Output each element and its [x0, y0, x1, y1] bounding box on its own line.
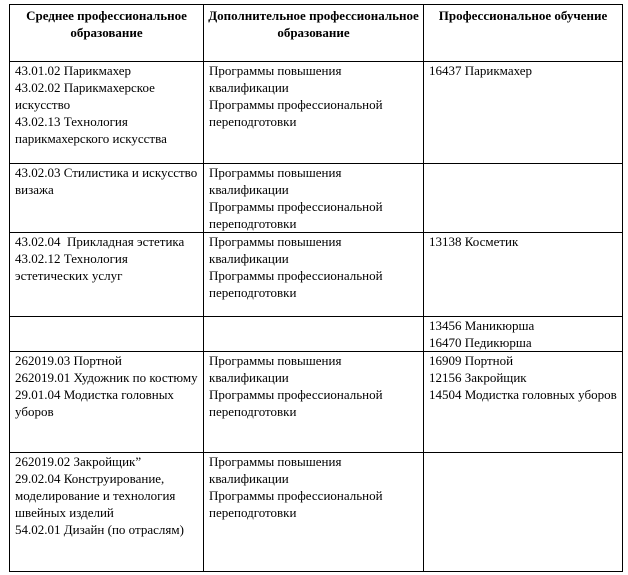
cell-additional [204, 352, 424, 453]
program-item: 13138 Косметик [429, 234, 519, 249]
program-item: Программы повышения квалификации [209, 454, 342, 486]
program-item: 13456 Маникюрша [429, 318, 535, 333]
header-secondary-vocational: Среднее профессиональное образование [10, 5, 204, 62]
cell-secondary [10, 164, 204, 233]
program-item: 14504 Модистка головных уборов [429, 387, 617, 402]
table-row [10, 233, 623, 317]
program-item: 43.02.02 Парикмахерское искусство [15, 80, 155, 112]
header-professional-training: Профессиональное обучение [424, 5, 623, 62]
cell-secondary [10, 233, 204, 317]
education-programs-table [9, 4, 623, 572]
cell-training [424, 352, 623, 453]
program-item: 43.02.03 Стилистика и искусство визажа [15, 165, 198, 197]
cell-secondary [10, 352, 204, 453]
program-item: 43.01.02 Парикмахер [15, 63, 132, 78]
cell-additional [204, 317, 424, 352]
table-row [10, 62, 623, 164]
program-item: 16437 Парикмахер [429, 63, 533, 78]
program-item: Программы повышения квалификации [209, 234, 342, 266]
table-header-row [10, 5, 623, 62]
cell-training [424, 164, 623, 233]
program-item: Программы профессиональной переподготовки [209, 199, 383, 231]
program-item: 16470 Педикюрша [429, 335, 532, 350]
program-item: 54.02.01 Дизайн (по отраслям) [15, 522, 184, 537]
program-item: 16909 Портной [429, 353, 514, 368]
table-row [10, 453, 623, 572]
cell-training [424, 317, 623, 352]
program-item: 12156 Закройщик [429, 370, 527, 385]
program-item: 43.02.04 Прикладная эстетика [15, 234, 185, 249]
cell-additional [204, 164, 424, 233]
cell-secondary [10, 317, 204, 352]
table-row [10, 317, 623, 352]
program-item: 29.01.04 Модистка головных уборов [15, 387, 174, 419]
program-item: Программы повышения квалификации [209, 165, 342, 197]
program-item: 262019.03 Портной [15, 353, 122, 368]
program-item: 29.02.04 Конструирование, моделирование и технология швейных изделий [15, 471, 176, 520]
program-item: 262019.01 Художник по костюму [15, 370, 198, 385]
header-additional-professional: Дополнительное профессиональное образование [204, 5, 424, 62]
table-row [10, 164, 623, 233]
program-item: Программы профессиональной переподготовки [209, 268, 383, 300]
program-item: 43.02.12 Технология эстетических услуг [15, 251, 128, 283]
cell-additional [204, 453, 424, 572]
cell-additional [204, 62, 424, 164]
cell-training [424, 453, 623, 572]
cell-training [424, 233, 623, 317]
program-item: Программы профессиональной переподготовки [209, 387, 383, 419]
table-row [10, 352, 623, 453]
program-item: Программы профессиональной переподготовки [209, 488, 383, 520]
program-item: 43.02.13 Технология парикмахерского искусства [15, 114, 167, 146]
program-item: Программы повышения квалификации [209, 63, 342, 95]
program-item: Программы профессиональной переподготовки [209, 97, 383, 129]
cell-secondary [10, 453, 204, 572]
cell-secondary [10, 62, 204, 164]
program-item: Программы повышения квалификации [209, 353, 342, 385]
program-item: 262019.02 Закройщик” [15, 454, 142, 469]
cell-additional [204, 233, 424, 317]
cell-training [424, 62, 623, 164]
